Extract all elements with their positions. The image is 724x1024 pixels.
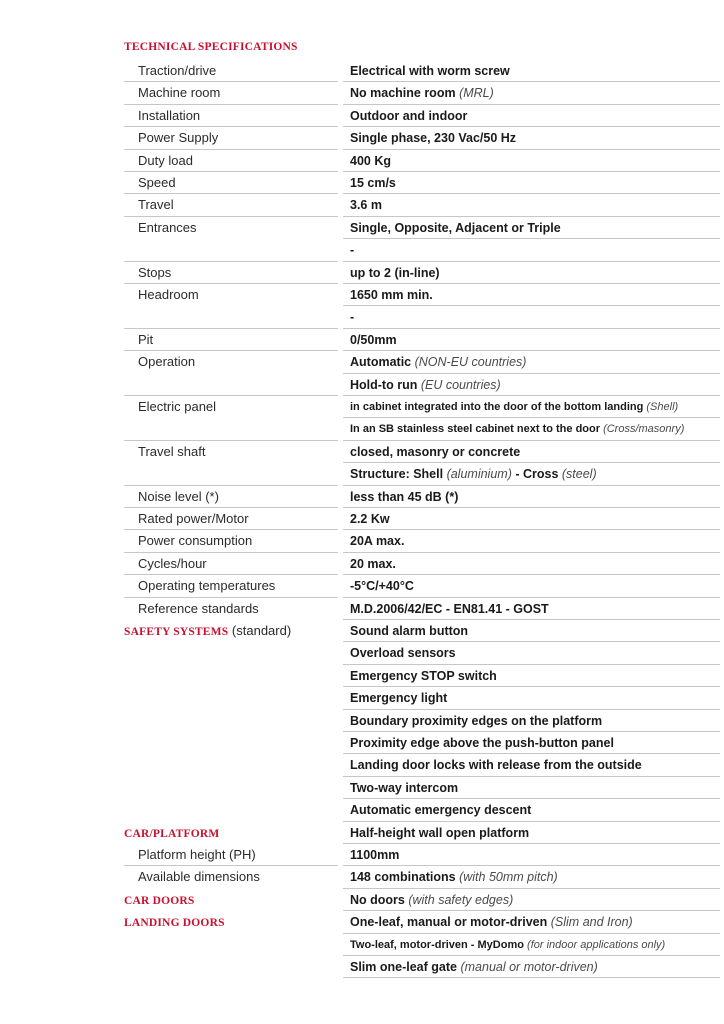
value-text: Two-leaf, motor-driven - MyDomo xyxy=(350,938,524,951)
spec-value xyxy=(350,351,526,373)
spec-row xyxy=(0,194,724,216)
value-text: No doors xyxy=(350,892,405,907)
value-text: -5°C/+40°C xyxy=(350,579,414,594)
spec-row xyxy=(0,150,724,172)
value-text: Emergency light xyxy=(350,691,448,706)
spec-label: Stops xyxy=(138,264,172,280)
value-text: - xyxy=(350,310,355,325)
spec-row xyxy=(0,105,724,127)
spec-label: Rated power/Motor xyxy=(138,511,249,526)
spec-row xyxy=(0,463,724,485)
spec-row xyxy=(0,956,724,978)
spec-row xyxy=(0,777,724,799)
spec-row xyxy=(0,575,724,597)
value-note: (with safety edges) xyxy=(408,892,514,907)
section-label xyxy=(124,620,291,642)
value-note: (for indoor applications only) xyxy=(527,938,666,951)
spec-row xyxy=(0,710,724,732)
spec-label: Machine room xyxy=(138,85,221,101)
value-text: 148 combinations xyxy=(350,870,456,885)
value-text-2: - Cross xyxy=(511,467,559,482)
value-divider xyxy=(343,977,720,978)
spec-value xyxy=(350,150,391,172)
spec-value xyxy=(350,844,399,866)
spec-value xyxy=(350,642,456,664)
spec-row xyxy=(0,844,724,866)
spec-value xyxy=(350,396,678,418)
value-text: in cabinet integrated into the door of the bottom landing xyxy=(350,401,644,413)
spec-row xyxy=(0,508,724,530)
spec-value xyxy=(350,889,513,911)
value-text: Hold-to run xyxy=(350,377,418,392)
spec-label: Operation xyxy=(138,354,196,370)
spec-row xyxy=(0,642,724,664)
spec-value xyxy=(350,105,467,127)
value-text: 1100mm xyxy=(350,848,400,862)
spec-value xyxy=(350,911,633,933)
spec-row xyxy=(0,732,724,754)
spec-value xyxy=(350,665,497,687)
value-text: 15 cm/s xyxy=(350,176,396,190)
value-text: Electrical with worm screw xyxy=(350,64,510,78)
value-text: 20A max. xyxy=(350,534,405,549)
spec-value xyxy=(350,732,614,754)
spec-value xyxy=(350,82,494,104)
spec-value xyxy=(350,866,558,888)
spec-label: Reference standards xyxy=(138,600,259,616)
section-title: CAR/PLATFORM xyxy=(124,827,220,840)
spec-value xyxy=(350,127,516,149)
value-text: closed, masonry or concrete xyxy=(350,444,521,459)
value-text: - xyxy=(350,243,355,258)
spec-value xyxy=(350,553,396,575)
spec-label: Available dimensions xyxy=(138,869,260,885)
spec-row xyxy=(0,866,724,888)
spec-row xyxy=(0,172,724,194)
spec-value xyxy=(350,530,404,552)
spec-value xyxy=(350,262,440,284)
spec-label: Electric panel xyxy=(138,399,217,414)
spec-label: Speed xyxy=(138,175,176,190)
value-note: (Shell) xyxy=(646,401,679,413)
section-row xyxy=(0,822,724,844)
spec-row xyxy=(0,329,724,351)
section-heading: TECHNICAL SPECIFICATIONS xyxy=(124,41,298,53)
spec-row xyxy=(0,374,724,396)
value-text: 1650 mm min. xyxy=(350,288,433,302)
section-title: SAFETY SYSTEMS xyxy=(124,626,229,638)
value-text: Single, Opposite, Adjacent or Triple xyxy=(350,220,561,235)
value-note: (aluminium) xyxy=(446,467,512,482)
spec-value xyxy=(350,822,529,844)
section-label xyxy=(124,889,195,911)
spec-row xyxy=(0,284,724,306)
spec-value xyxy=(350,754,642,776)
value-text: Overload sensors xyxy=(350,646,456,661)
spec-label: Duty load xyxy=(138,152,193,168)
value-text: Proximity edge above the push-button panel xyxy=(350,736,614,750)
spec-label: Travel xyxy=(138,197,174,213)
spec-value xyxy=(350,217,561,239)
spec-row xyxy=(0,665,724,687)
section-row xyxy=(0,889,724,911)
spec-label: Power Supply xyxy=(138,130,219,146)
spec-row xyxy=(0,418,724,440)
spec-label: Pit xyxy=(138,331,154,347)
spec-value xyxy=(350,239,354,261)
spec-value xyxy=(350,486,458,508)
value-text: No machine room xyxy=(350,86,456,101)
value-text: Two-way intercom xyxy=(350,780,459,795)
value-text: 0/50mm xyxy=(350,332,397,347)
spec-row xyxy=(0,598,724,620)
spec-row xyxy=(0,127,724,149)
spec-value xyxy=(350,374,501,396)
spec-label: Operating temperatures xyxy=(138,578,276,594)
section-row xyxy=(0,620,724,642)
value-note: (EU countries) xyxy=(420,377,501,392)
value-text: Sound alarm button xyxy=(350,624,469,638)
spec-row xyxy=(0,239,724,261)
spec-value xyxy=(350,710,602,732)
value-note: (with 50mm pitch) xyxy=(459,870,558,885)
value-note: (MRL) xyxy=(459,86,494,101)
value-text: less than 45 dB (*) xyxy=(350,489,459,504)
value-text: 20 max. xyxy=(350,556,396,571)
value-text: Boundary proximity edges on the platform xyxy=(350,713,603,728)
value-text: Landing door locks with release from the outside xyxy=(350,758,642,773)
value-text: Automatic xyxy=(350,355,412,370)
spec-value xyxy=(350,306,354,328)
spec-value xyxy=(350,441,520,463)
spec-value xyxy=(350,777,458,799)
spec-label: Installation xyxy=(138,107,201,123)
section-row xyxy=(0,911,724,933)
spec-row xyxy=(0,60,724,82)
spec-row xyxy=(0,934,724,956)
section-label xyxy=(124,911,225,933)
spec-row xyxy=(0,754,724,776)
spec-row xyxy=(0,799,724,821)
spec-value xyxy=(350,463,597,485)
value-note: (Slim and Iron) xyxy=(550,915,633,930)
spec-row xyxy=(0,351,724,373)
spec-label: Cycles/hour xyxy=(138,555,207,571)
spec-value xyxy=(350,418,684,440)
value-text: Automatic emergency descent xyxy=(350,803,532,818)
spec-label: Entrances xyxy=(138,219,197,235)
value-text: Outdoor and indoor xyxy=(350,108,468,123)
value-text: up to 2 (in-line) xyxy=(350,265,440,280)
spec-value xyxy=(350,284,433,306)
value-text: Emergency STOP switch xyxy=(350,668,497,683)
value-text: 3.6 m xyxy=(350,198,382,213)
value-note: (NON-EU countries) xyxy=(414,355,527,370)
spec-row xyxy=(0,396,724,418)
spec-row xyxy=(0,82,724,104)
spec-value xyxy=(350,194,382,216)
value-note: (manual or motor-driven) xyxy=(460,960,598,974)
heading-row xyxy=(0,36,724,58)
value-note-2: (steel) xyxy=(561,467,597,482)
section-title: CAR DOORS xyxy=(124,894,195,907)
spec-value xyxy=(350,172,396,194)
spec-label: Noise level (*) xyxy=(138,488,219,504)
spec-value xyxy=(350,329,397,351)
spec-label: Traction/drive xyxy=(138,63,217,78)
spec-value xyxy=(350,934,665,956)
value-text: Half-height wall open platform xyxy=(350,825,530,840)
spec-value xyxy=(350,508,390,530)
spec-label: Headroom xyxy=(138,287,199,302)
spec-row xyxy=(0,217,724,239)
spec-value xyxy=(350,620,468,642)
spec-label: Power consumption xyxy=(138,533,253,549)
spec-value xyxy=(350,799,531,821)
spec-value xyxy=(350,687,447,709)
spec-row xyxy=(0,687,724,709)
spec-row xyxy=(0,530,724,552)
spec-value xyxy=(350,60,510,82)
spec-label: Platform height (PH) xyxy=(138,847,256,862)
value-text: In an SB stainless steel cabinet next to the door xyxy=(350,423,601,436)
value-text: Single phase, 230 Vac/50 Hz xyxy=(350,131,517,146)
section-suffix: (standard) xyxy=(228,623,292,638)
spec-value xyxy=(350,956,598,978)
spec-row xyxy=(0,553,724,575)
value-text: M.D.2006/42/EC - EN81.41 - GOST xyxy=(350,601,549,616)
value-text: Slim one-leaf gate xyxy=(350,960,457,974)
spec-row xyxy=(0,441,724,463)
value-note: (Cross/masonry) xyxy=(603,423,685,436)
spec-row xyxy=(0,306,724,328)
spec-row xyxy=(0,262,724,284)
spec-label: Travel shaft xyxy=(138,443,206,459)
value-text: Structure: Shell xyxy=(350,467,444,482)
spec-value xyxy=(350,598,549,620)
value-text: One-leaf, manual or motor-driven xyxy=(350,915,548,930)
spec-row xyxy=(0,486,724,508)
spec-value xyxy=(350,575,414,597)
section-title: LANDING DOORS xyxy=(124,917,225,930)
value-text: 2.2 Kw xyxy=(350,512,390,526)
value-text: 400 Kg xyxy=(350,153,391,168)
section-label xyxy=(124,822,219,844)
